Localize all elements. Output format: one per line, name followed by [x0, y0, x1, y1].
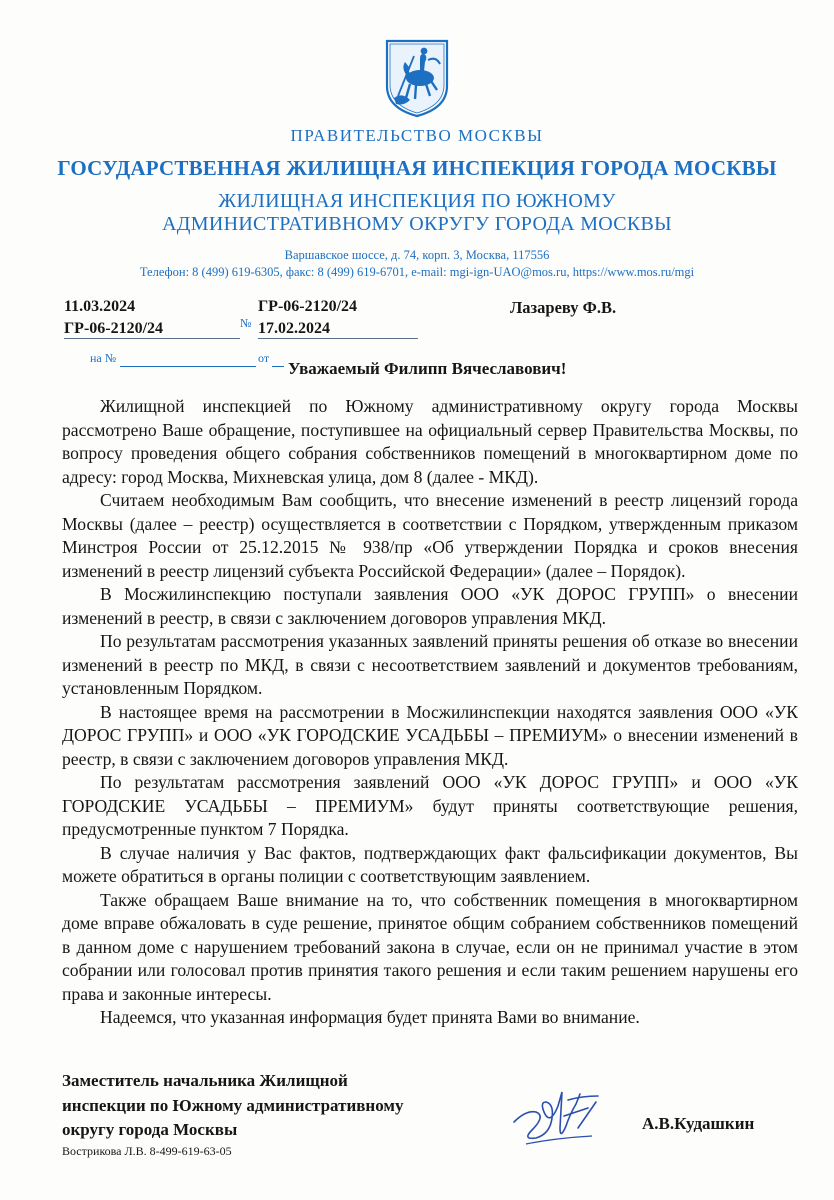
salutation: Уважаемый Филипп Вячеславович!	[288, 359, 567, 378]
incoming-date: 17.02.2024	[258, 320, 330, 337]
reference-from-label: от	[258, 351, 270, 365]
paragraph: В случае наличия у Вас фактов, подтверждающих факт фальсификации документов, Вы можете обратиться в органы полиции с соответствующим заявлением.	[62, 842, 798, 886]
office-contacts: Телефон: 8 (499) 619-6305, факс: 8 (499) 619-6701, e-mail: mgi-ign-UAO@mos.ru, https://www.mos.ru/mgi	[139, 265, 695, 279]
paragraph: В Мосжилинспекцию поступали заявления ООО «УК ДОРОС ГРУПП» о внесении изменений в реестр, в связи с заключением договоров управления МКД.	[62, 584, 798, 628]
paragraph: Также обращаем Ваше внимание на то, что собственник помещения в многоквартирном доме вправе обжаловать в суде решение, принятое общим собранием собственников помещений в данном доме с нарушением требований закона в случае, если он не принимал участие в этом собрании или голосовал против принятия такого решения и если таким решением нарушены его права и законные интересы.	[62, 889, 798, 1004]
department-title-line2: АДМИНИСТРАТИВНОМУ ОКРУГУ ГОРОДА МОСКВЫ	[162, 213, 672, 235]
date-underline	[258, 338, 418, 339]
office-address: Варшавское шоссе, д. 74, корп. 3, Москва, 117556	[284, 248, 550, 262]
signer-position-line2: инспекции по Южному административному	[62, 1096, 404, 1115]
recipient: Лазареву Ф.В.	[510, 298, 617, 317]
paragraph: Надеемся, что указанная информация будет принята Вами во внимание.	[100, 1007, 640, 1027]
handwritten-signature-icon	[506, 1082, 616, 1154]
inspection-title: ГОСУДАРСТВЕННАЯ ЖИЛИЩНАЯ ИНСПЕКЦИЯ ГОРОДА МОСКВЫ	[57, 156, 777, 180]
signer-position-line3: округу города Москвы	[62, 1120, 238, 1139]
paragraph: По результатам рассмотрения заявлений ООО «УК ДОРОС ГРУПП» и ООО «УК ГОРОДСКИЕ УСАДЬБЫ – ПРЕМИУМ» будут приняты соответствующие решения, предусмотренные пунктом 7 Порядка.	[62, 772, 798, 839]
number-sign: №	[240, 316, 252, 330]
reference-number-label: на №	[90, 351, 117, 365]
executor-contact: Вострикова Л.В. 8-499-619-63-05	[62, 1144, 232, 1158]
government-title: ПРАВИТЕЛЬСТВО МОСКВЫ	[290, 126, 544, 145]
moscow-coat-of-arms-icon	[384, 38, 450, 118]
reference-number-line	[120, 366, 256, 367]
signer-name: А.В.Кудашкин	[642, 1114, 755, 1133]
outgoing-number: ГР-06-2120/24	[258, 298, 358, 315]
letter-body	[62, 395, 798, 1030]
incoming-number: ГР-06-2120/24	[64, 320, 164, 337]
paragraph: Жилищной инспекцией по Южному административному округу города Москвы рассмотрено Ваше обращение, поступившее на официальный сервер Правительства Москвы, по вопросу проведения общего собрания собственников помещений в многоквартирном доме по адресу: город Москва, Михневская улица, дом 8 (далее - МКД).	[62, 396, 798, 487]
signer-position-line1: Заместитель начальника Жилищной	[62, 1071, 348, 1090]
paragraph: Считаем необходимым Вам сообщить, что внесение изменений в реестр лицензий города Москвы (далее – реестр) осуществляется в соответствии с Порядком, утвержденным приказом Минстроя России от 25.12.2015 № 938/пр «Об утверждении Порядка и сроков внесения изменений в реестр лицензий субъекта Российской Федерации» (далее – Порядок).	[62, 490, 798, 581]
outgoing-date: 11.03.2024	[64, 298, 136, 315]
paragraph: В настоящее время на рассмотрении в Мосжилинспекции находятся заявления ООО «УК ДОРОС ГРУПП» и ООО «УК ГОРОДСКИЕ УСАДЬБЫ – ПРЕМИУМ» о внесении изменений в реестр, в связи с заключением договоров управления МКД.	[62, 701, 798, 769]
reference-from-line	[272, 366, 284, 367]
department-title-line1: ЖИЛИЩНАЯ ИНСПЕКЦИЯ ПО ЮЖНОМУ	[218, 190, 616, 212]
number-underline	[64, 338, 240, 339]
paragraph: По результатам рассмотрения указанных заявлений приняты решения об отказе во внесении изменений в реестр по МКД, в связи с несоответствием заявлений и документов требованиям, установленным Порядком.	[62, 631, 798, 698]
